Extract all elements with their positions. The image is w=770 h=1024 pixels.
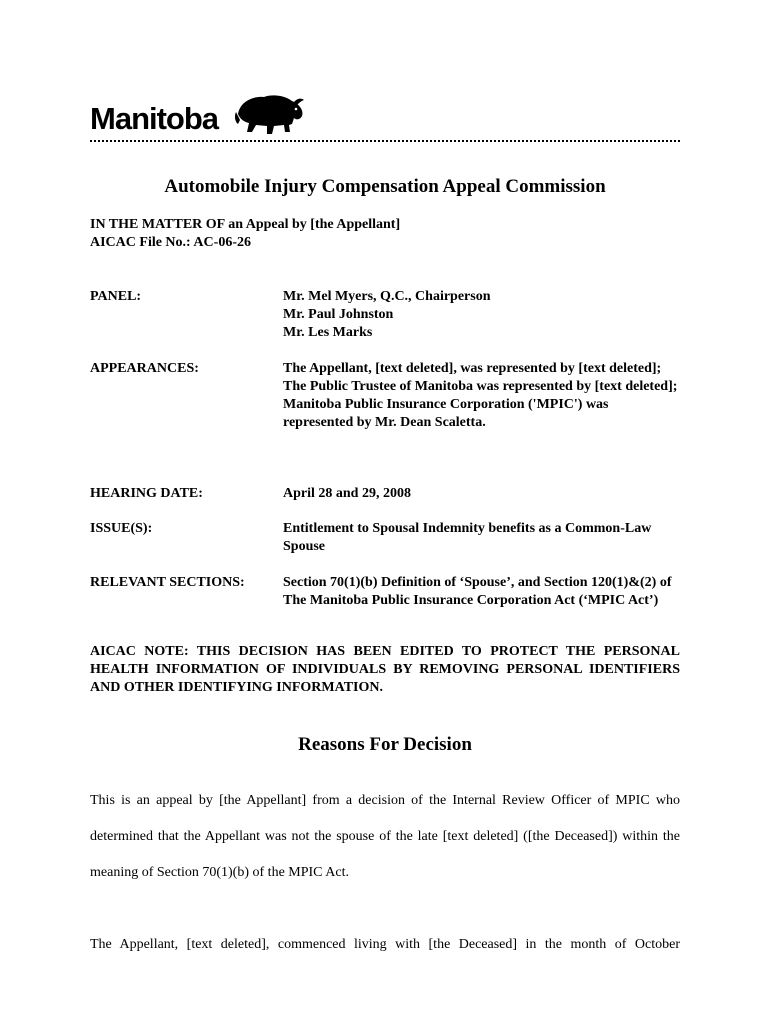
hearing-date-value: April 28 and 29, 2008: [283, 486, 411, 501]
panel-member: Mr. Les Marks: [283, 325, 373, 340]
relevant-sections-label: RELEVANT SECTIONS:: [90, 575, 245, 590]
issues-value: Entitlement to Spousal Indemnity benefits as a Common-Law Spouse: [283, 521, 652, 554]
body-paragraph: The Appellant, [text deleted], commenced living with [the Deceased] in the month of October: [90, 937, 680, 952]
manitoba-logo: [90, 92, 310, 138]
file-number: AICAC File No.: AC-06-26: [90, 235, 251, 250]
matter-block: [90, 216, 400, 252]
hearing-date-label: HEARING DATE:: [90, 486, 203, 501]
panel-label: PANEL:: [90, 289, 142, 304]
appearances-label: APPEARANCES:: [90, 361, 199, 376]
reasons-heading: Reasons For Decision: [298, 734, 472, 755]
logo-wordmark: Manitoba: [90, 101, 219, 136]
body-paragraph: This is an appeal by [the Appellant] from a decision of the Internal Review Officer of MPIC who determined that the Appellant was not the spouse of the late [text deleted] ([the Deceased]) within the meaning of Section 70(1)(b) of the MPIC Act.: [90, 793, 680, 880]
relevant-sections-value: Section 70(1)(b) Definition of ‘Spouse’, and Section 120(1)&(2) of The Manitoba Public Insurance Corporation Act (‘MPIC Act’): [283, 575, 672, 608]
issues-label: ISSUE(S):: [90, 521, 153, 536]
appearances-value: The Appellant, [text deleted], was represented by [text deleted]; The Public Trustee of Manitoba was represented by [text deleted]; Manitoba Public Insurance Corporation ('MPIC') was represented by Mr. Dean Scaletta.: [283, 361, 678, 430]
panel-members: [283, 288, 678, 342]
bison-icon: [234, 92, 306, 138]
panel-member: Mr. Paul Johnston: [283, 307, 394, 322]
aicac-note: AICAC NOTE: THIS DECISION HAS BEEN EDITED TO PROTECT THE PERSONAL HEALTH INFORMATION OF INDIVIDUALS BY REMOVING PERSONAL IDENTIFIERS AND OTHER IDENTIFYING INFORMATION.: [90, 644, 680, 695]
panel-member: Mr. Mel Myers, Q.C., Chairperson: [283, 289, 491, 304]
header-divider: [90, 140, 680, 142]
document-title: Automobile Injury Compensation Appeal Commission: [164, 176, 606, 197]
matter-appeal-line: IN THE MATTER OF an Appeal by [the Appellant]: [90, 217, 401, 232]
